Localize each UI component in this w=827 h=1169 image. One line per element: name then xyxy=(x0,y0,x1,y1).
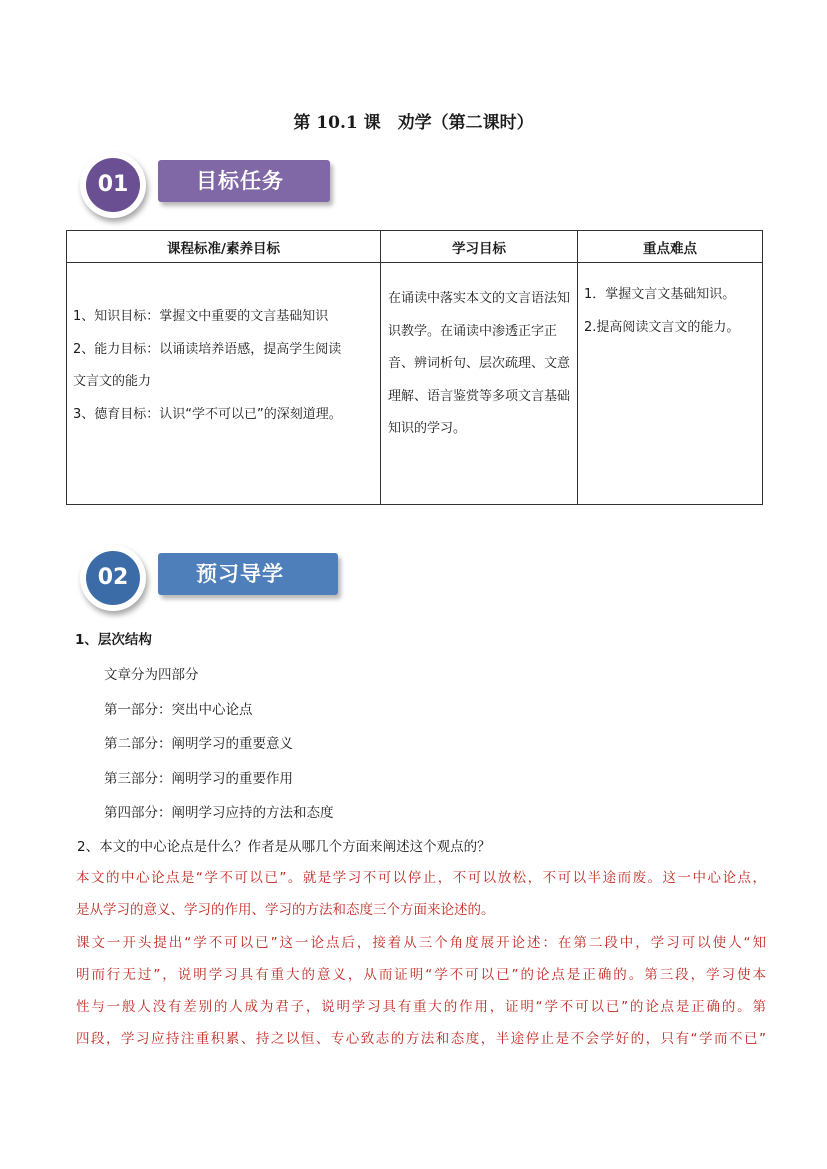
answer-line: 明而行无过”，说明学习具有重大的意义，从而证明“学不可以已”的论点是正确的。第三段，学习使本 xyxy=(76,967,766,983)
page-title: 第 10.1 课 劝学（第二课时） xyxy=(293,113,534,133)
section-number-badge xyxy=(80,152,146,218)
key-points-cell xyxy=(578,263,763,505)
section-banner-preview xyxy=(80,545,350,611)
standard-line: 文言文的能力 xyxy=(73,374,152,389)
section-number: 02 xyxy=(86,551,140,605)
table-header-row xyxy=(67,231,763,263)
structure-line: 第二部分：阐明学习的重要意义 xyxy=(104,736,293,752)
structure-line: 第一部分：突出中心论点 xyxy=(104,702,253,718)
section-label: 预习导学 xyxy=(158,553,338,595)
answer-line: 是从学习的意义、学习的作用、学习的方法和态度三个方面来论述的。 xyxy=(76,902,495,918)
answer-line: 性与一般人没有差别的人成为君子，说明学习具有重大的作用，证明“学不可以已”的论点是正确的。第 xyxy=(76,999,766,1015)
learning-goals-cell: 在诵读中落实本文的文言语法知识教学。在诵读中渗透正字正音、辨词析句、层次疏理、文意理解、语言鉴赏等多项文言基础知识的学习。 xyxy=(381,263,578,505)
structure-line: 第四部分：阐明学习应持的方法和态度 xyxy=(104,805,334,821)
structure-line: 文章分为四部分 xyxy=(104,667,199,683)
structure-heading: 1、层次结构 xyxy=(75,632,152,648)
standard-line: 2、能力目标：以诵读培养语感，提高学生阅读 xyxy=(73,341,342,357)
table-header: 学习目标 xyxy=(381,231,578,263)
section-banner-goals xyxy=(80,152,350,218)
table-row xyxy=(67,263,763,505)
answer-line: 课文一开头提出“学不可以已”这一论点后，接着从三个角度展开论述：在第二段中，学习可以使人“知 xyxy=(76,935,766,951)
answer-line: 本文的中心论点是“学不可以已”。就是学习不可以停止，不可以放松，不可以半途而废。这一中心论点， xyxy=(76,870,766,886)
answer-line: 四段，学习应持注重积累、持之以恒、专心致志的方法和态度，半途停止是不会学好的，只有“学而不已” xyxy=(76,1031,766,1047)
question-text: 2、本文的中心论点是什么？作者是从哪几个方面来阐述这个观点的？ xyxy=(77,839,491,855)
key-point-line: 2.提高阅读文言文的能力。 xyxy=(584,319,740,335)
section-label: 目标任务 xyxy=(158,160,330,202)
table-header: 重点难点 xyxy=(578,231,763,263)
structure-line: 第三部分：阐明学习的重要作用 xyxy=(104,771,293,787)
table-header: 课程标准/素养目标 xyxy=(67,231,381,263)
section-number-badge xyxy=(80,545,146,611)
standard-line: 1、知识目标：掌握文中重要的文言基础知识 xyxy=(73,309,329,324)
section-number: 01 xyxy=(86,158,140,212)
standards-cell xyxy=(67,263,381,505)
key-point-line: 1．掌握文言文基础知识。 xyxy=(584,287,736,302)
standard-line: 3、德育目标：认识“学不可以已”的深刻道理。 xyxy=(73,406,342,422)
goals-table xyxy=(66,230,763,505)
